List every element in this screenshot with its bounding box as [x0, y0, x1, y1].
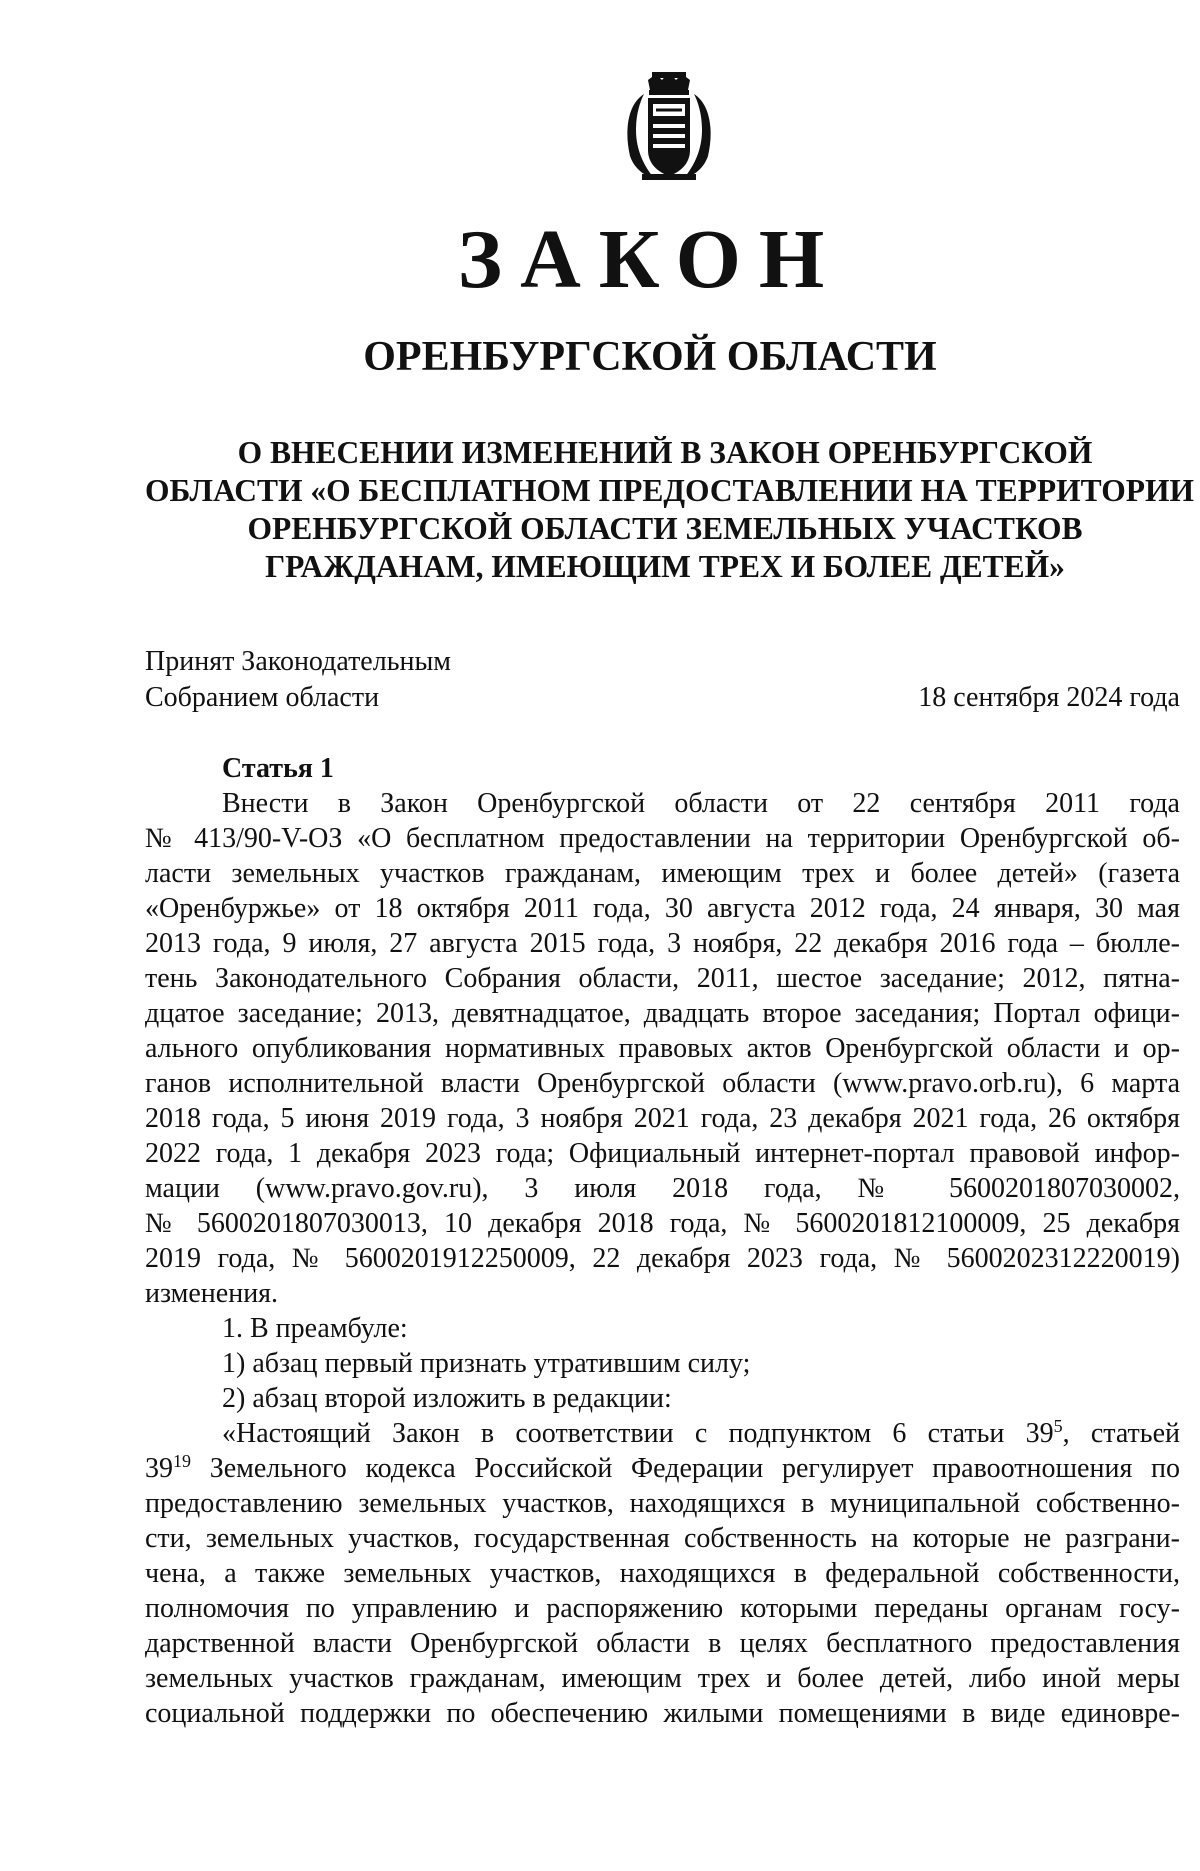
quote-line: дарственной власти Оренбургской области в целях бесплатного предоставления	[145, 1628, 1180, 1659]
article-body	[145, 786, 1180, 1731]
quote-line: полномочия по управлению и распоряжению которыми переданы органам госу-	[145, 1593, 1180, 1624]
quote-line: сти, земельных участков, государственная собственность на которые не разграни-	[145, 1523, 1180, 1554]
body-line: дцатое заседание; 2013, девятнадцатое, двадцать второе заседания; Портал офици-	[145, 998, 1180, 1029]
adoption-date: 18 сентября 2024 года	[918, 682, 1180, 713]
body-line: ганов исполнительной власти Оренбургской области (www.pravo.orb.ru), 6 марта	[145, 1068, 1180, 1099]
law-title: ЗАКОН	[457, 213, 843, 306]
superscript: 19	[173, 1451, 191, 1471]
coat-of-arms-icon	[622, 70, 716, 182]
body-line: 2018 года, 5 июня 2019 года, 3 ноября 2021 года, 23 декабря 2021 года, 26 октября	[145, 1103, 1180, 1134]
quote-line: чена, а также земельных участков, находящихся в федеральной собственности,	[145, 1558, 1180, 1589]
quote-line: социальной поддержки по обеспечению жилыми помещениями в виде единовре-	[145, 1698, 1180, 1729]
article-heading: Статья 1	[222, 753, 334, 784]
subject-line: ОРЕНБУРГСКОЙ ОБЛАСТИ ЗЕМЕЛЬНЫХ УЧАСТКОВ	[247, 511, 1083, 546]
subject-line: О ВНЕСЕНИИ ИЗМЕНЕНИЙ В ЗАКОН ОРЕНБУРГСКОЙ	[237, 435, 1093, 470]
quote-text: «Настоящий Закон в соответствии с подпунктом 6 статьи 39	[222, 1418, 1054, 1449]
body-line: мации (www.pravo.gov.ru), 3 июля 2018 года, № 5600201807030002,	[145, 1173, 1180, 1204]
adoption-line: Собранием области	[145, 682, 380, 713]
body-line: № 5600201807030013, 10 декабря 2018 года, № 5600201812100009, 25 декабря	[145, 1208, 1180, 1239]
body-line: ального опубликования нормативных правовых актов Оренбургской области и ор-	[145, 1033, 1180, 1064]
list-item: 1. В преамбуле:	[222, 1313, 408, 1344]
quote-text: 39	[145, 1453, 173, 1484]
body-line: изменения.	[145, 1278, 279, 1309]
body-line: № 413/90-V-ОЗ «О бесплатном предоставлении на территории Оренбургской об-	[145, 823, 1180, 854]
body-line: Внести в Закон Оренбургской области от 22 сентября 2011 года	[222, 788, 1180, 819]
adoption-line: Принят Законодательным	[145, 646, 451, 677]
quote-text: , статьей	[1062, 1418, 1180, 1449]
body-line: 2022 года, 1 декабря 2023 года; Официальный интернет-портал правовой инфор-	[145, 1138, 1180, 1169]
subject-line: ОБЛАСТИ «О БЕСПЛАТНОМ ПРЕДОСТАВЛЕНИИ НА ТЕРРИТОРИИ	[145, 473, 1195, 508]
body-line: «Оренбуржье» от 18 октября 2011 года, 30 августа 2012 года, 24 января, 30 мая	[145, 893, 1180, 924]
quote-line	[145, 1416, 1180, 1451]
quote-text: Земельного кодекса Российской Федерации регулирует правоотношения по	[191, 1453, 1180, 1484]
region-title: ОРЕНБУРГСКОЙ ОБЛАСТИ	[363, 334, 937, 380]
quote-line: предоставлению земельных участков, находящихся в муниципальной собственно-	[145, 1488, 1180, 1519]
list-item: 1) абзац первый признать утратившим силу;	[222, 1348, 751, 1379]
superscript: 5	[1053, 1416, 1063, 1436]
law-subject	[145, 434, 1195, 586]
body-line: ласти земельных участков гражданам, имеющим трех и более детей» (газета	[145, 858, 1180, 889]
subject-line: ГРАЖДАНАМ, ИМЕЮЩИМ ТРЕХ И БОЛЕЕ ДЕТЕЙ»	[265, 549, 1065, 584]
quote-line	[145, 1451, 1180, 1486]
body-line: тень Законодательного Собрания области, 2011, шестое заседание; 2012, пятна-	[145, 963, 1180, 994]
body-line: 2019 года, № 5600201912250009, 22 декабря 2023 года, № 5600202312220019)	[145, 1243, 1180, 1274]
list-item: 2) абзац второй изложить в редакции:	[222, 1383, 672, 1414]
adoption-info	[145, 644, 451, 716]
quote-line: земельных участков гражданам, имеющим трех и более детей, либо иной меры	[145, 1663, 1180, 1694]
body-line: 2013 года, 9 июля, 27 августа 2015 года, 3 ноября, 22 декабря 2016 года – бюлле-	[145, 928, 1180, 959]
